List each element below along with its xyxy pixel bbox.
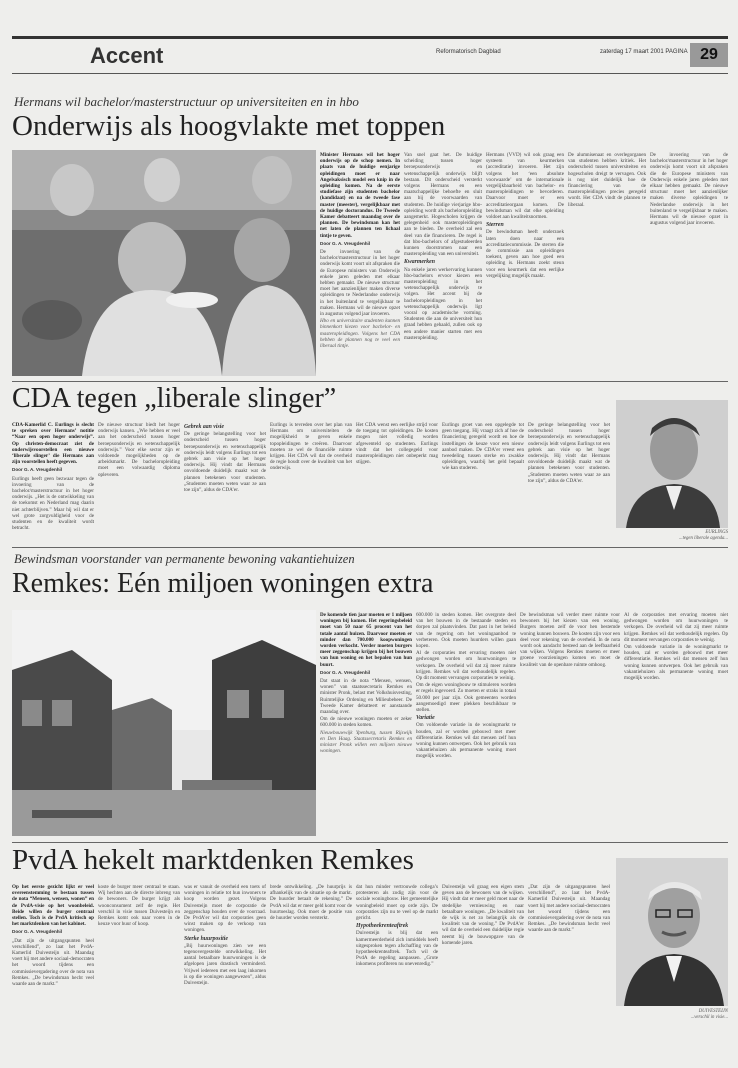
story1-column-5 (650, 152, 728, 378)
story2-column-4 (270, 422, 352, 540)
story3-photo-housing (12, 610, 316, 836)
story4-portrait-name: DUIVESTEIJN (698, 1009, 728, 1014)
story4-column-7 (528, 884, 610, 1034)
story2-column-3 (184, 422, 266, 540)
story4-body-5: brede ontwikkeling. „De huurprijs is afhankelijk van de situatie op de markt. De huurder betaalt de rekening.” De PvdA wil dat er meer geld komt voor de huurtoeslag. Ook moet de positie van de huurder worden versterkt. (270, 884, 352, 922)
story3-photo-caption: Nieuwbouwwijk Ypenburg, tussen Rijswijk en Den Haag. Staatssecretaris Remkes en minister Pronk willen een miljoen nieuwe woningen. (320, 729, 412, 755)
story3-body-3: 600.000 in steden komen. Het overgrote deel van het bouwen in de bestaande steden en dorpen zal plaatsvinden. Dat past in het beleid van de regering om het woningaanbod te verbeteren. Ook moeten huurders willen gaan kopen. (416, 612, 516, 650)
story2-portrait-eurlings (616, 400, 728, 528)
story3-body-1: Dat staat in de nota “Mensen, wensen, wonen” van staatssecretaris Remkes en minister Pronk, belast met Volkshuisvesting, Ruimtelijke Ordening en Milieubeheer. De Tweede Kamer debatteert er aanstaande maandag over. (320, 678, 412, 716)
story1-body-5: De bewindsman heeft onderzoek laten doen naar een accreditatiecommissie. De sterren die de commissie aan opleidingen toekent, geven aan hoe goed een opleiding is. Hermans zoekt steun voor een keurmerk dat een eerlijke vergelijking mogelijk maakt. (486, 229, 564, 279)
story4-column-5 (356, 884, 438, 1034)
story3-body-2: Om de nieuwe woningen moeten er zeker 600.000 in steden komen. (320, 716, 412, 729)
story4-body-1: „Dat zijn de uitgangspunten heel verschillend”, zo laat het PvdA-Kamerlid Duivesteijn uit. Maandag voert hij met andere sociaal-democraten het woord tijdens een commissievergadering over de nota van Remkes. „De bewindsman hecht veel waarde aan de markt.” (12, 937, 94, 988)
story2-subhead-1: Gebrek aan visie (184, 424, 224, 430)
story1-column-1 (320, 152, 400, 378)
story3-subhead-1: Variatie (416, 715, 435, 722)
divider-2 (12, 547, 728, 548)
story2-column-1 (12, 422, 94, 540)
story1-column-4 (568, 152, 646, 378)
story4-body-6: dat hun minder vertrouwde collega’s protesteren als zodig zijn voor de sociale woningbouw. Het gemeentelijke woningbeleid moet op orde zijn. De corporaties zijn nu te veel op de markt gericht. (356, 884, 438, 922)
story3-body-7: De bewindsman wil verder meer ruimte voor bewoners bij het kiezen van een woning. Burgers moeten zelf de voor hen bestemde woning kunnen bouwen. De kosten zijn voor een deel voor rekening van de overheid. In de nota wordt ook aandacht besteed aan de leefbaarheid van wijken. Volgens Remkes moeten er meer groene voorzieningen komen en moet de kwaliteit van de openbare ruimte omhoog. (520, 612, 620, 668)
story2-body-1: Eurlings heeft geen bezwaar tegen de invoering van de bachelor/masterstructuur in het hoger onderwijs. „Het is de ontwikkeling van de toekomst en Nederland mag daarin niet achterblijven.” Maar hij wil dat er wel grote zorgvuldigheid voor de studenten en de kwaliteit wordt betracht. (12, 475, 94, 532)
story4-column-3 (184, 884, 266, 1034)
story3-column-2 (416, 612, 516, 838)
page-number: 29 (690, 43, 728, 67)
story3-body-7c: Om voldoende variatie in de woningmarkt te houden, zal er worden gebouwd met meer differentiatie. Remkes wil dat mensen zelf hun woning kunnen ontwerpen. Ook het gebruik van vakantiehuizen als permanente woning moet mogelijk worden. (624, 644, 728, 682)
story4-column-4 (270, 884, 352, 1034)
story1-headline: Onderwijs als hoogvlakte met toppen (12, 110, 446, 142)
story4-headline: PvdA hekelt marktdenken Remkes (12, 844, 414, 876)
story4-body-4: „Bij huurwoningen zien we een tegenovergestelde ontwikkeling. Het aantal betaalbare huurwoningen is de afgelopen jaren drastisch verminderd. Vrijwel iedereen met een laag inkomen is op die woningen aangewezen”, aldus Duivesteijn. (184, 942, 266, 987)
story3-headline: Remkes: Eén miljoen woningen extra (12, 568, 434, 599)
story3-kicker: Bewindsman voorstander van permanente bewoning vakantiehuizen (14, 552, 355, 566)
story1-column-3 (486, 152, 564, 378)
story2-column-6 (442, 422, 524, 540)
story1-subhead-1: Kwarmerken (404, 259, 435, 266)
story2-body-2: De nieuwe structuur biedt het hoger onderwijs kansen. „Wie hebben er veel aan het onderscheid tussen hoger beroepsonderwijs en wetenschappelijk onderwijs.” Voor elke sector zijn er voldoende mogelijkheden op de arbeidsmarkt. De bacheloropleiding moet een volwaardig diploma opleveren. (98, 422, 180, 478)
story4-subhead-1: Sterke huurpositie (184, 935, 228, 942)
story1-lead: Minister Hermans wil het hoger onderwijs op de schop nemen. In plaats van de huidige eenjarige opleidingen moet er naar Angelsaksisch model een knip in de opleiding komen. Na de eerste studiefase zijn studenten bachelor (kandidaat) en na de tweede fase master (meester), vergelijkbaar met de huidige doctorandus. De Tweede Kamer debatteert maandag over de plannen. De bewindsman kan het net laten de plannen ten lichaal tintje te geven. (320, 152, 400, 239)
story4-body-8b: „Dat zijn de uitgangspunten heel verschillend”, zo laat het PvdA-Kamerlid Duivesteijn uit. Maandag voert hij met andere sociaal-democraten het woord tijdens een commissievergadering over de nota van Remkes. „De bewindsman hecht veel waarde aan de markt.” (528, 884, 610, 934)
story2-headline: CDA tegen „liberale slinger” (12, 383, 337, 414)
story4-body-2: koste de burger meer centraal te staan. Wij hechten aan de directe inbreng van de bewoners. De burger krijgt als woonconsument zelf de regie. Het verschil in visie tussen Duivesteijn en Remkes komt ook naar voren in de keuze voor huur of koop. (98, 884, 180, 928)
story4-body-7: Duivesteijn is blij dat een kamermeerderheid zich inmiddels heeft uitgesproken tegen afschaffing van de hypotheekrenteaftrek. Toch wil de PvdA de regeling aanpassen. „Grote inkomens profiteren nu onevenredig.” (356, 930, 438, 968)
story3-lead: De komende tien jaar moeten er 1 miljoen woningen bij komen. Het regeringsbeleid moet van 50 naar 65 procent van het totale aantal huizen. Daarvoor moeten er minder dan 700.000 koopwoningen worden verkocht. Verder moeten burgers meer zeggenschap krijgen bij het bouwen van hun woning en het bepalen van hun buurt. (320, 612, 412, 668)
story4-column-6 (442, 884, 524, 1034)
story3-column-1 (320, 612, 412, 838)
story1-body-3: Na enkele jaren werkervaring kunnen hbo-bachelors ervoor kiezen een masteropleiding in het wetenschappelijk onderwijs te volgen. Het accent bij de bacheloropleidingen in het wetenschappelijk onderwijs ligt vooral op academische vorming. Studenten die aan de universiteit hun graad hebben gehaald, zullen ook op een andere manier starten met een masteropleiding. (404, 266, 482, 341)
story2-body-6b: De geringe belangstelling voor het onderscheid tussen hoger beroepsonderwijs en wetenschappelijk onderwijs leidt volgens Eurlings tot een gebrek aan visie op het hoger onderwijs. Hij vindt dat Hermans onvoldoende duidelijk maakt wat de plannen betekenen voor studenten. „Studenten moeten weten waar ze aan toe zijn”, aldus de CDA’er. (528, 422, 610, 484)
story2-body-6: Eurlings groet van een opgelegde tot geen toegang. Hij vraagt zich af hoe de financiering geregeld wordt en hoe de instellingen de keuze voor een nieuw aanbod maken. De CDA’er vreest een tweedeling tussen sterke en zwakke opleidingen, waarbij het geld bepaalt wie kan studeren. (442, 422, 524, 472)
story3-body-7b: Al de corporaties met ervaring moeten niet gedwongen worden om huurwoningen te verkopen. De overheid wil dat zij meer ruimte krijgen. Remkes wil dat wethoudelijk regelen. Op dit moment vervangen corporaties te weinig. (624, 612, 728, 643)
story1-body-6: De alumnisenaat en overlegorganen van studenten hebben kritiek. Het onderscheid tussen universiteiten en hogescholen dreigt te vervagen. Ook is nog niet duidelijk hoe de financiering van de masteropleidingen precies geregeld wordt. Het CDA vindt de plannen te liberaal. (568, 152, 646, 208)
story3-body-6: Om voldoende variatie in de woningmarkt te houden, zal er worden gebouwd met meer differentiatie. Remkes wil dat mensen zelf hun woning kunnen ontwerpen. Ook het gebruik van vakantiehuizen als permanente woning moet mogelijk worden. (416, 722, 516, 760)
story2-column-5 (356, 422, 438, 540)
story1-photo-students (12, 150, 316, 376)
story2-portrait-text: ...tegen liberale agenda... (678, 536, 728, 541)
story4-subhead-2: Hypotheekrenteaftrek (356, 923, 409, 930)
story1-column-2 (404, 152, 482, 378)
story3-body-5: Om de eigen woningbouw te stimuleren worden er regels ingevoerd. Zo moeten er straks in totaal 50.000 per jaar zijn. Ook gemeenten worden aangemoedigd meer plekken beschikbaar te stellen. (416, 682, 516, 714)
story3-byline: Door G. A. Vreugdenhil (320, 669, 371, 675)
story4-body-3: was er vanuit de overheid een toets of woningen in relatie tot hun inwoners te koop worden gezet. Volgens Duivesteijn moet de corporatie de zeggenschap houden over de voorraad. De PvdA’er wil dat corporaties geen winst maken op de verkoop van woningen. (184, 884, 266, 934)
story2-byline: Door G. A. Vreugdenhil (12, 467, 63, 473)
story1-body-4: Hermans (VVD) wil ook graag een systeem van keurmerken (accreditatie) invoeren. Het zijn volgens het ‘een absolute voorwaarde’ om de internationale vergelijkbaarheid van bachelor- en masteropleidingen te bevorderen. Daarvoor moet er een accreditatieorgaan komen. De bewindsman wil dat elke opleiding voldoet aan kwaliteitsnormen. (486, 152, 564, 221)
story4-lead: Op het eerste gezicht lijkt er veel overeenstemming te bestaan tussen de nota “Mensen, wensen, wonen” en de PvdA-visie op het woonbeleid. Beide willen de burger centraal stellen. Toch is de PvdA kritisch op het marktdenken van het kabinet. (12, 884, 94, 928)
story4-body-8: Duivesteijn wil graag een eigen stem geven aan de bewoners van de wijken. Hij vindt dat er meer geld moet naar de stedelijke vernieuwing en naar betaalbare woningen. „De kwaliteit van de wijk is net zo belangrijk als de kwaliteit van de woning.” De PvdA’er wil dat de overheid een duidelijke regie neemt bij de bouwopgave van de komende jaren. (442, 884, 524, 946)
story2-column-2 (98, 422, 180, 540)
story4-column-1 (12, 884, 94, 1034)
story2-portrait-caption (616, 530, 728, 542)
story1-byline: Door G. A. Vreugdenhil (320, 240, 371, 246)
story1-kicker: Hermans wil bachelor/masterstructuur op universiteiten en in hbo (14, 94, 359, 109)
story4-portrait-duivesteijn (616, 858, 728, 1006)
story3-column-4 (624, 612, 728, 838)
story1-body-6b: De invoering van de bachelor/masterstructuur in het hoger onderwijs komt voort uit afspraken die de Europese ministers van Onderwijs enkele jaren geleden met elkaar hebben gemaakt. De nieuwe structuur moet het aanzienlijker maken diverse opleidingen te Nederlandse onderwijs in het buitenland te vergelijkbaar te maken. Hermans wil de nieuwe opzet in augustus volgend jaar invoeren. (650, 152, 728, 227)
story1-body-1: De invoering van de bachelor/masterstructuur in het hoger onderwijs komt voort uit afspraken die de Europese ministers van Onderwijs enkele jaren geleden met elkaar hebben gemaakt. De nieuwe structuur moet het aanzienlijker maken diverse opleidingen te Nederlandse onderwijs in het buitenland te vergelijkbaar te maken. Hermans wil de nieuwe opzet in augustus volgend jaar invoeren. (320, 249, 400, 318)
section-title: Accent (90, 43, 164, 68)
story4-portrait-text: ...verschil in visie... (690, 1015, 728, 1020)
story2-body-3: De geringe belangstelling voor het onderscheid tussen hoger beroepsonderwijs en wetenschappelijk onderwijs leidt volgens Eurlings tot een gebrek aan visie op het hoger onderwijs. Hij vindt dat Hermans onvoldoende duidelijk maakt wat de plannen betekenen voor studenten. „Studenten moeten weten waar ze aan toe zijn”, aldus de CDA’er. (184, 431, 266, 494)
story2-column-7 (528, 422, 610, 540)
story3-column-3 (520, 612, 620, 838)
story4-byline: Door G. A. Vreugdenhil (12, 929, 63, 935)
story4-column-2 (98, 884, 180, 1034)
story2-lead: CDA-Kamerlid C. Eurlings is slecht te spreken over Hermans’ notitie “Naar een open hoger onderwijs”. Op christen-democraat ziet de onderwijsvoorstellen een nieuwe ‘liberale slinger’ die Hermans aan zijn voorstellen heeft gegeven. (12, 422, 94, 466)
story2-body-5: Het CDA wenst een eerlijke strijd voor de toegang tot opleidingen. De kosten mogen niet volledig worden afgewenteld op studenten. Eurlings vindt dat het collegegeld voor masteropleidingen niet onbeperkt mag stijgen. (356, 422, 438, 466)
masthead (12, 36, 728, 74)
story1-photo-caption: Hbo en universitaire studenten kunnen binnenkort kiezen voor bachelor- en masteropleidingen. Volgens het CDA hebben de plannen nog te veel een liberaal tintje. (320, 318, 400, 350)
story2-body-4: Eurlings is tevreden over het plan van Hermans om universiteiten de mogelijkheid te geven enkele topopleidingen te creëren. Daarvoor moeten ze wel de financiële ruimte krijgen. Het CDA wil dat de overheid de regie houdt over de kwaliteit van het onderwijs. (270, 422, 352, 472)
divider-1 (12, 381, 728, 382)
newspaper-name: Reformatorisch Dagblad (436, 49, 501, 55)
story3-body-4: Al de corporaties met ervaring moeten niet gedwongen worden om huurwoningen te verkopen. De overheid wil dat zij meer ruimte krijgen. Remkes wil dat wethoudelijk regelen. Op dit moment vervangen corporaties te weinig. (416, 650, 516, 682)
story1-subhead-2: Sterren (486, 222, 504, 229)
story1-body-2: Van snel gaat het. De huidige scheiding tussen hoger beroepsonderwijs en wetenschappelijk onderwijs blijft bestaan. Dit onderscheid versterkt volgens Hermans en een maatschappelijke behoefte en sluit aan bij de voorwaarden van studenten. De huidige vierjarige hbo-opleiding wordt als bacheloropleiding aangemerkt. Hogescholen krijgen de gelegenheid ook masteropleidingen aan te bieden. De overheid zal een deel van die financieren. De regel is dat hbo-bachelors of afgestudeerden kunnen doorstromen naar een masteropleiding van een universiteit. (404, 152, 482, 258)
story4-portrait-caption (616, 1009, 728, 1021)
story2-portrait-name: EURLINGS (705, 530, 728, 535)
dateline: zaterdag 17 maart 2001 PAGINA (600, 49, 688, 55)
divider-3 (12, 842, 728, 843)
